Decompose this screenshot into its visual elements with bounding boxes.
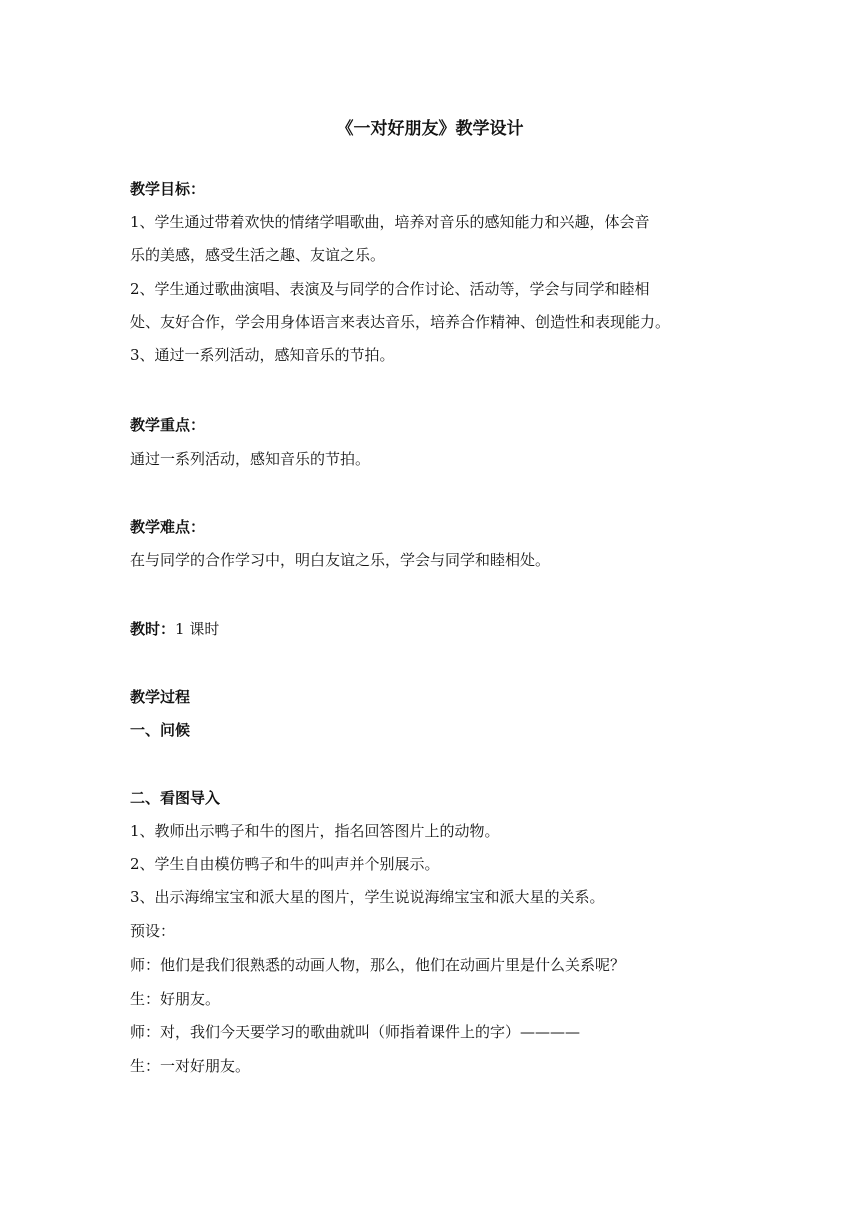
objective-2-line-2: 处、友好合作，学会用身体语言来表达音乐，培养合作精神、创造性和表现能力。 (130, 313, 671, 331)
process-heading: 教学过程 (130, 688, 191, 706)
difficulty-heading: 教学难点： (130, 518, 206, 536)
difficulty-text: 在与同学的合作学习中，明白友谊之乐，学会与同学和睦相处。 (130, 551, 551, 569)
key-point-heading: 教学重点： (130, 416, 206, 434)
key-point-text: 通过一系列活动，感知音乐的节拍。 (130, 450, 371, 468)
document-title: 《一对好朋友》教学设计 (336, 119, 524, 139)
process-line: 师：他们是我们很熟悉的动画人物，那么，他们在动画片里是什么关系呢？ (130, 956, 626, 974)
step-1-heading: 一、问候 (130, 721, 191, 739)
objective-1-line-2: 乐的美感，感受生活之趣、友谊之乐。 (130, 246, 386, 264)
process-line: 师：对，我们今天要学习的歌曲就叫（师指着课件上的字）———— (130, 1023, 581, 1041)
process-line: 预设： (130, 922, 176, 940)
objective-3: 3、通过一系列活动，感知音乐的节拍。 (130, 346, 395, 364)
duration-label: 教时： (130, 620, 176, 638)
step-2-heading: 二、看图导入 (130, 789, 221, 807)
process-line: 3、出示海绵宝宝和派大星的图片，学生说说海绵宝宝和派大星的关系。 (130, 888, 605, 906)
objective-2-line-1: 2、学生通过歌曲演唱、表演及与同学的合作讨论、活动等，学会与同学和睦相 (130, 280, 650, 298)
process-line: 1、教师出示鸭子和牛的图片，指名回答图片上的动物。 (130, 822, 500, 840)
process-line: 2、学生自由模仿鸭子和牛的叫声并个别展示。 (130, 855, 440, 873)
duration-value: 1 课时 (175, 620, 220, 638)
process-line: 生：一对好朋友。 (130, 1057, 251, 1075)
objectives-heading: 教学目标： (130, 180, 206, 198)
duration-line (130, 616, 740, 642)
objective-1-line-1: 1、学生通过带着欢快的情绪学唱歌曲，培养对音乐的感知能力和兴趣，体会音 (130, 213, 650, 231)
process-line: 生：好朋友。 (130, 990, 221, 1008)
